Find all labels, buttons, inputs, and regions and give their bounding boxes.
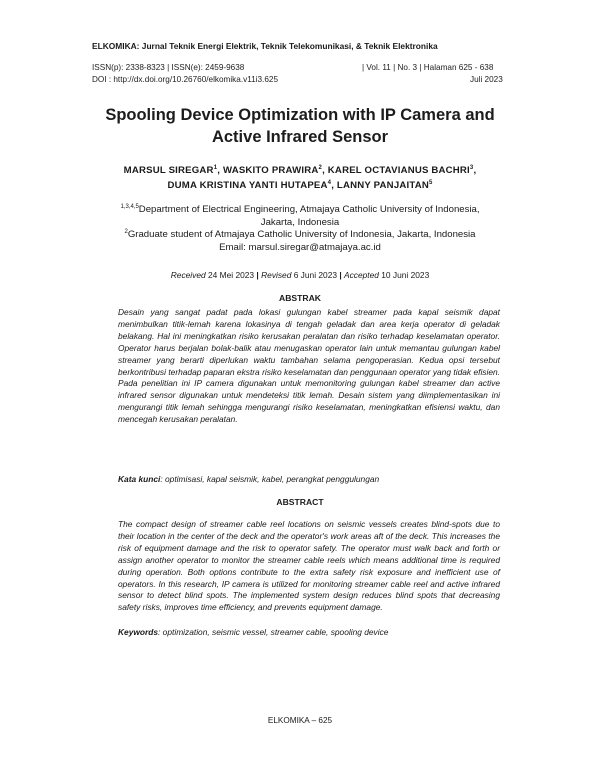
issue-date: Juli 2023 (470, 75, 503, 84)
title-line-2: Active Infrared Sensor (211, 128, 389, 146)
received-label: Received (170, 270, 206, 280)
affiliations (40, 204, 560, 254)
author-2: , WASKITO PRAWIRA (217, 165, 319, 176)
author-1-sup: 1 (213, 164, 218, 171)
doi-link[interactable]: DOI : http://dx.doi.org/10.26760/elkomika.v11i3.625 (92, 75, 278, 84)
volume-info: | Vol. 11 | No. 3 | Halaman 625 - 638 (362, 63, 494, 72)
abstract-heading: ABSTRACT (276, 497, 324, 507)
kata-kunci (118, 473, 508, 485)
abstrak-text: Desain yang sangat padat pada lokasi gulungan kabel streamer pada kapal seismik dapat menimbulkan titik-lemah karena lokasinya di tengah geladak dan area kerja operator di geladak belakang. Hal ini meningkatkan risiko kerusakan peralatan dan risiko terhadap keselamatan operator. Operator harus berjalan bolak-balik atau menugaskan operator lain untuk memantau gulungan kabel streamer yang berarti diperlukan waktu tambahan selama pengoperasian. Kedua opsi tersebut berkontribusi terhadap paparan ekstra risiko keselamatan dan penggunaan operator yang tidak efisien. Pada penelitian ini IP camera digunakan untuk memonitoring gulungan kabel streamer dan active infrared sensor digunakan untuk mendeteksi titik lemah. Desain sistem yang diimplementasikan ini mengurangi titik lemah sehingga mengurangi risiko keselamatan, meningkatkan efisiensi waktu, dan mencegah kerusakan peralatan. (118, 307, 500, 425)
accepted-label: Accepted (344, 270, 379, 280)
keywords-text: : optimization, seismic vessel, streamer cable, spooling device (158, 627, 389, 637)
email[interactable]: Email: marsul.siregar@atmajaya.ac.id (219, 241, 381, 253)
affiliation-1 (40, 204, 560, 217)
author-line-2 (40, 178, 560, 193)
author-4: DUMA KRISTINA YANTI HUTAPEA (167, 180, 328, 191)
author-5-sup: 5 (428, 179, 433, 186)
author-3-sup: 3 (469, 164, 474, 171)
date-separator-1: | (254, 270, 262, 280)
affiliation-2-sup: 2 (124, 229, 128, 235)
author-list (40, 163, 560, 193)
keywords-label: Keywords (118, 627, 159, 637)
journal-name: ELKOMIKA: Jurnal Teknik Energi Elektrik, Teknik Telekomunikasi, & Teknik Elektronika (92, 41, 438, 51)
kata-kunci-label: Kata kunci (118, 474, 161, 484)
author-1: MARSUL SIREGAR (123, 165, 214, 176)
abstrak-heading: ABSTRAK (278, 293, 321, 303)
affiliation-2 (40, 229, 560, 242)
date-separator-2: | (337, 270, 345, 280)
paper-title (60, 104, 540, 148)
revised-label: Revised (261, 270, 292, 280)
author-2-sup: 2 (318, 164, 323, 171)
affiliation-1-text: Department of Electrical Engineering, Atmajaya Catholic University of Indonesia, (138, 204, 480, 215)
author-line-1: MARSUL SIREGAR$^1$, WASKITO PRAWIRA$^2$, KAREL OCTAVIANUS BACHRI$^3$, (123, 164, 477, 176)
page-footer: ELKOMIKA – 625 (267, 716, 333, 725)
keywords (118, 626, 508, 638)
submission-dates (40, 270, 560, 280)
affiliation-2-text: Graduate student of Atmajaya Catholic University of Indonesia, Jakarta, Indonesia (127, 229, 476, 241)
affiliation-1-sup: 1,3,4,5 (120, 203, 139, 210)
author-5: , LANNY PANJAITAN (331, 180, 429, 191)
accepted-date: 10 Juni 2023 (378, 270, 430, 280)
revised-date: 6 Juni 2023 (291, 270, 338, 280)
received-date: 24 Mei 2023 (205, 270, 255, 280)
title-line-1: Spooling Device Optimization with IP Camera and (105, 106, 495, 124)
kata-kunci-text: : optimisasi, kapal seismik, kabel, perangkat penggulungan (160, 474, 380, 484)
issn: ISSN(p): 2338-8323 | ISSN(e): 2459-9638 (92, 63, 245, 72)
author-3: , KAREL OCTAVIANUS BACHRI (322, 165, 470, 176)
abstract-text: The compact design of streamer cable reel locations on seismic vessels creates blind-spots due to their location in the center of the deck and the operator's work areas aft of the deck. This increases the risk of equipment damage and the risk to operator safety. The operator must walk back and forth or assign another operator to monitor the streamer cable reels which means additional time is required during operation. Both options contribute to the extra safety risk exposure and inefficient use of operators. In this research, IP camera is utilized for monitoring streamer cable reel and active infrared sensor to detect blind spots. The implemented system design reduces blind spots that decreasing safety risks, improves time efficiency, and prevents equipment damage. (118, 519, 500, 613)
author-4-sup: 4 (327, 179, 332, 186)
affiliation-1-city: Jakarta, Indonesia (260, 216, 340, 228)
